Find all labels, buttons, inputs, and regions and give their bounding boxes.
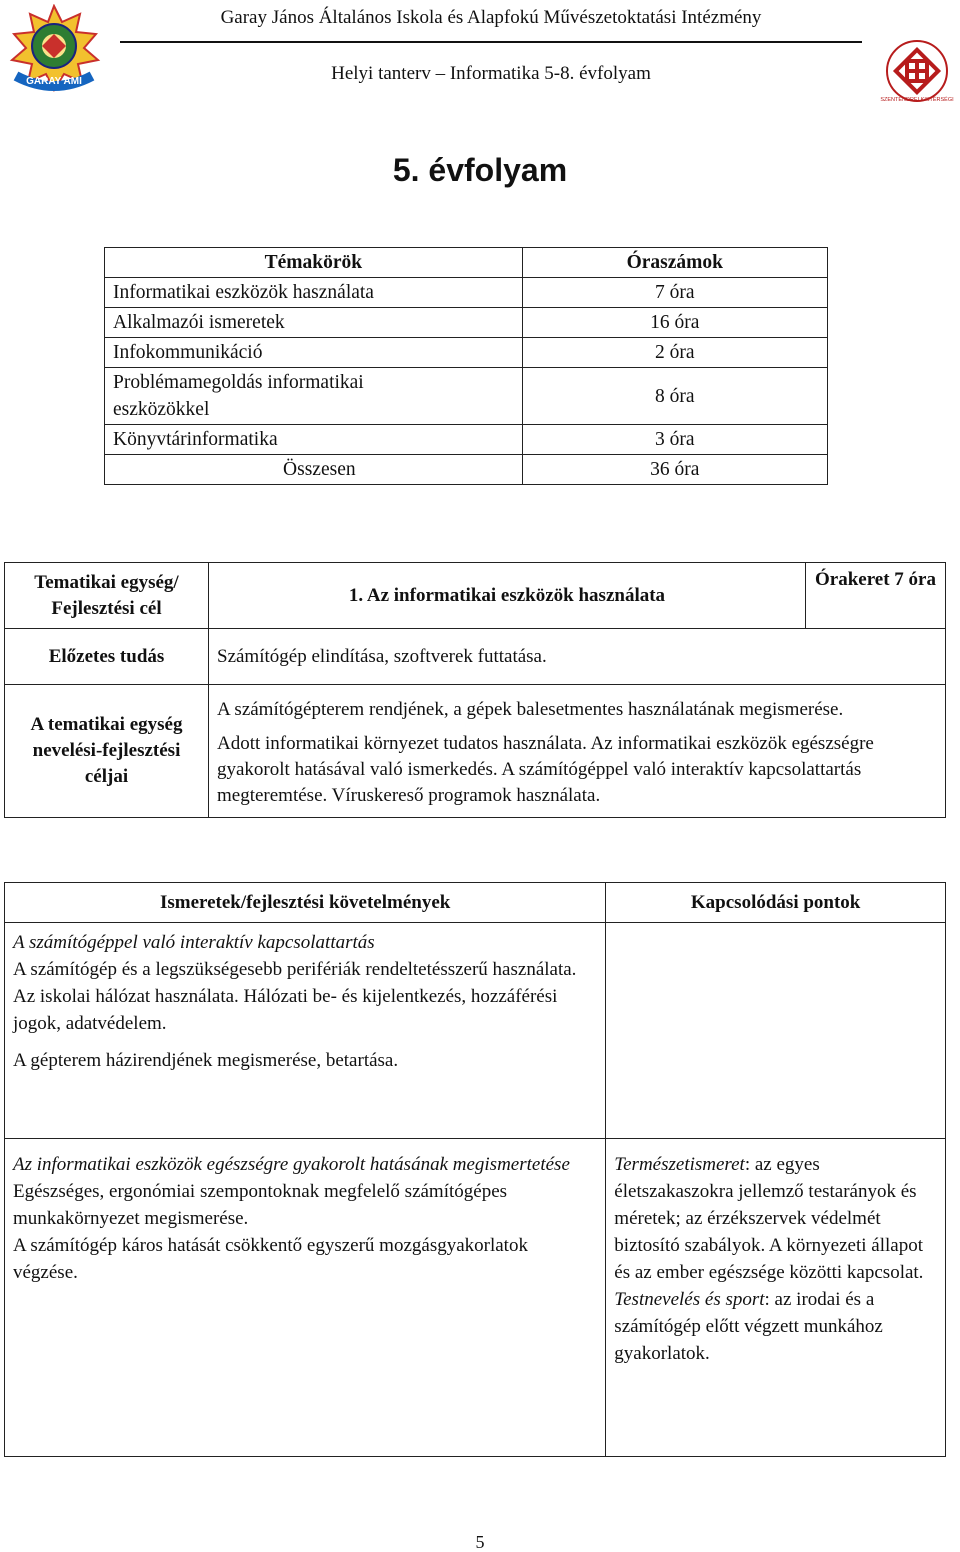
link-paragraph-2	[614, 1286, 937, 1367]
school-logo	[6, 4, 102, 94]
requirements-block-2	[5, 1139, 606, 1457]
goals-text-1: A számítógépterem rendjének, a gépek balesetmentes használatának megismerése.	[217, 699, 844, 720]
goals-text-2: Adott informatikai környezet tudatos használata. Az informatikai eszközök egészségre gyakorolt hatásával való ismerkedés. A számítógéppel való interaktív kapcsolattartás megteremtése. Víruskereső programok használata.	[217, 733, 874, 806]
link-paragraph-1	[614, 1151, 937, 1286]
table-row	[105, 425, 828, 455]
link-text-1: : az egyes életszakaszokra jellemző testarányok és méretek; az érzékszervek védelmét biztosító szabályok. A környezeti állapot és az ember egészsége közötti kapcsolat.	[614, 1154, 924, 1283]
topic-cell: Informatikai eszközök használata	[105, 278, 523, 308]
topic-cell: Problémamegoldás informatikai eszközökkel	[105, 368, 523, 425]
topic-cell: Alkalmazói ismeretek	[105, 308, 523, 338]
topic-cell: Könyvtárinformatika	[105, 425, 523, 455]
links-block-2	[606, 1139, 946, 1457]
block2-line2: A számítógép káros hatását csökkentő egyszerű mozgásgyakorlatok végzése.	[13, 1235, 528, 1283]
school-logo-text: GARAY AMI	[26, 76, 82, 87]
total-label: Összesen	[105, 455, 523, 485]
requirements-column-header: Ismeretek/fejlesztési követelmények	[5, 883, 606, 923]
prior-knowledge-text: Számítógép elindítása, szoftverek futtatása.	[209, 629, 946, 685]
hours-cell: 8 óra	[522, 368, 827, 425]
page-header	[0, 0, 960, 110]
requirements-table	[4, 882, 946, 1457]
page-number: 5	[475, 1532, 485, 1552]
requirements-row	[5, 923, 946, 1139]
link-subject-1: Természetismeret	[614, 1154, 745, 1175]
column-header-hours: Óraszámok	[522, 248, 827, 278]
block1-line2: Az iskolai hálózat használata. Hálózati be- és kijelentkezés, hozzáférési jogok, adatvédelem.	[13, 986, 558, 1034]
total-hours: 36 óra	[522, 455, 827, 485]
table-row	[105, 368, 828, 425]
block2-line1: Egészséges, ergonómiai szempontoknak megfelelő számítógépes munkakörnyezet megismerése.	[13, 1181, 508, 1229]
region-logo-text: SZENTENDREI KISTÉRSÉGI	[880, 97, 954, 103]
link-subject-2: Testnevelés és sport	[614, 1289, 765, 1310]
curriculum-title: Helyi tanterv – Informatika 5-8. évfolyam	[331, 63, 651, 84]
hours-cell: 3 óra	[522, 425, 827, 455]
table-row	[105, 278, 828, 308]
total-row	[105, 455, 828, 485]
table-row	[105, 308, 828, 338]
table-header-row	[105, 248, 828, 278]
hours-cell: 2 óra	[522, 338, 827, 368]
region-logo	[880, 38, 954, 104]
header-rule	[120, 41, 862, 43]
requirements-block-1	[5, 923, 606, 1139]
column-header-topics: Témakörök	[105, 248, 523, 278]
unit-label: Tematikai egység/ Fejlesztési cél	[5, 563, 209, 629]
hours-cell: 16 óra	[522, 308, 827, 338]
unit-title-row	[5, 563, 946, 629]
block1-line1: A számítógép és a legszükségesebb perifériák rendeltetésszerű használata.	[13, 959, 577, 980]
requirements-row	[5, 1139, 946, 1457]
prior-knowledge-row	[5, 629, 946, 685]
requirements-header-row	[5, 883, 946, 923]
table-row	[105, 338, 828, 368]
block1-title: A számítógéppel való interaktív kapcsolattartás	[13, 932, 375, 953]
link-text-2: : az irodai és a számítógép előtt végzett munkához gyakorlatok.	[614, 1289, 883, 1364]
block2-title: Az informatikai eszközök egészségre gyakorolt hatásának megismertetése	[13, 1154, 570, 1175]
goals-label: A tematikai egység nevelési-fejlesztési céljai	[5, 685, 209, 818]
goals-row	[5, 685, 946, 818]
hours-cell: 7 óra	[522, 278, 827, 308]
page-heading: 5. évfolyam	[392, 152, 568, 188]
unit-hours: Órakeret 7 óra	[806, 563, 946, 629]
links-column-header: Kapcsolódási pontok	[606, 883, 946, 923]
unit-table	[4, 562, 946, 818]
block1-line3: A gépterem házirendjének megismerése, betartása.	[13, 1050, 399, 1071]
unit-title: 1. Az informatikai eszközök használata	[209, 563, 806, 629]
school-name: Garay János Általános Iskola és Alapfokú Művészetoktatási Intézmény	[220, 7, 762, 28]
links-block-1	[606, 923, 946, 1139]
goals-cell	[209, 685, 946, 818]
prior-knowledge-label: Előzetes tudás	[5, 629, 209, 685]
topics-table	[104, 247, 828, 485]
topic-cell: Infokommunikáció	[105, 338, 523, 368]
